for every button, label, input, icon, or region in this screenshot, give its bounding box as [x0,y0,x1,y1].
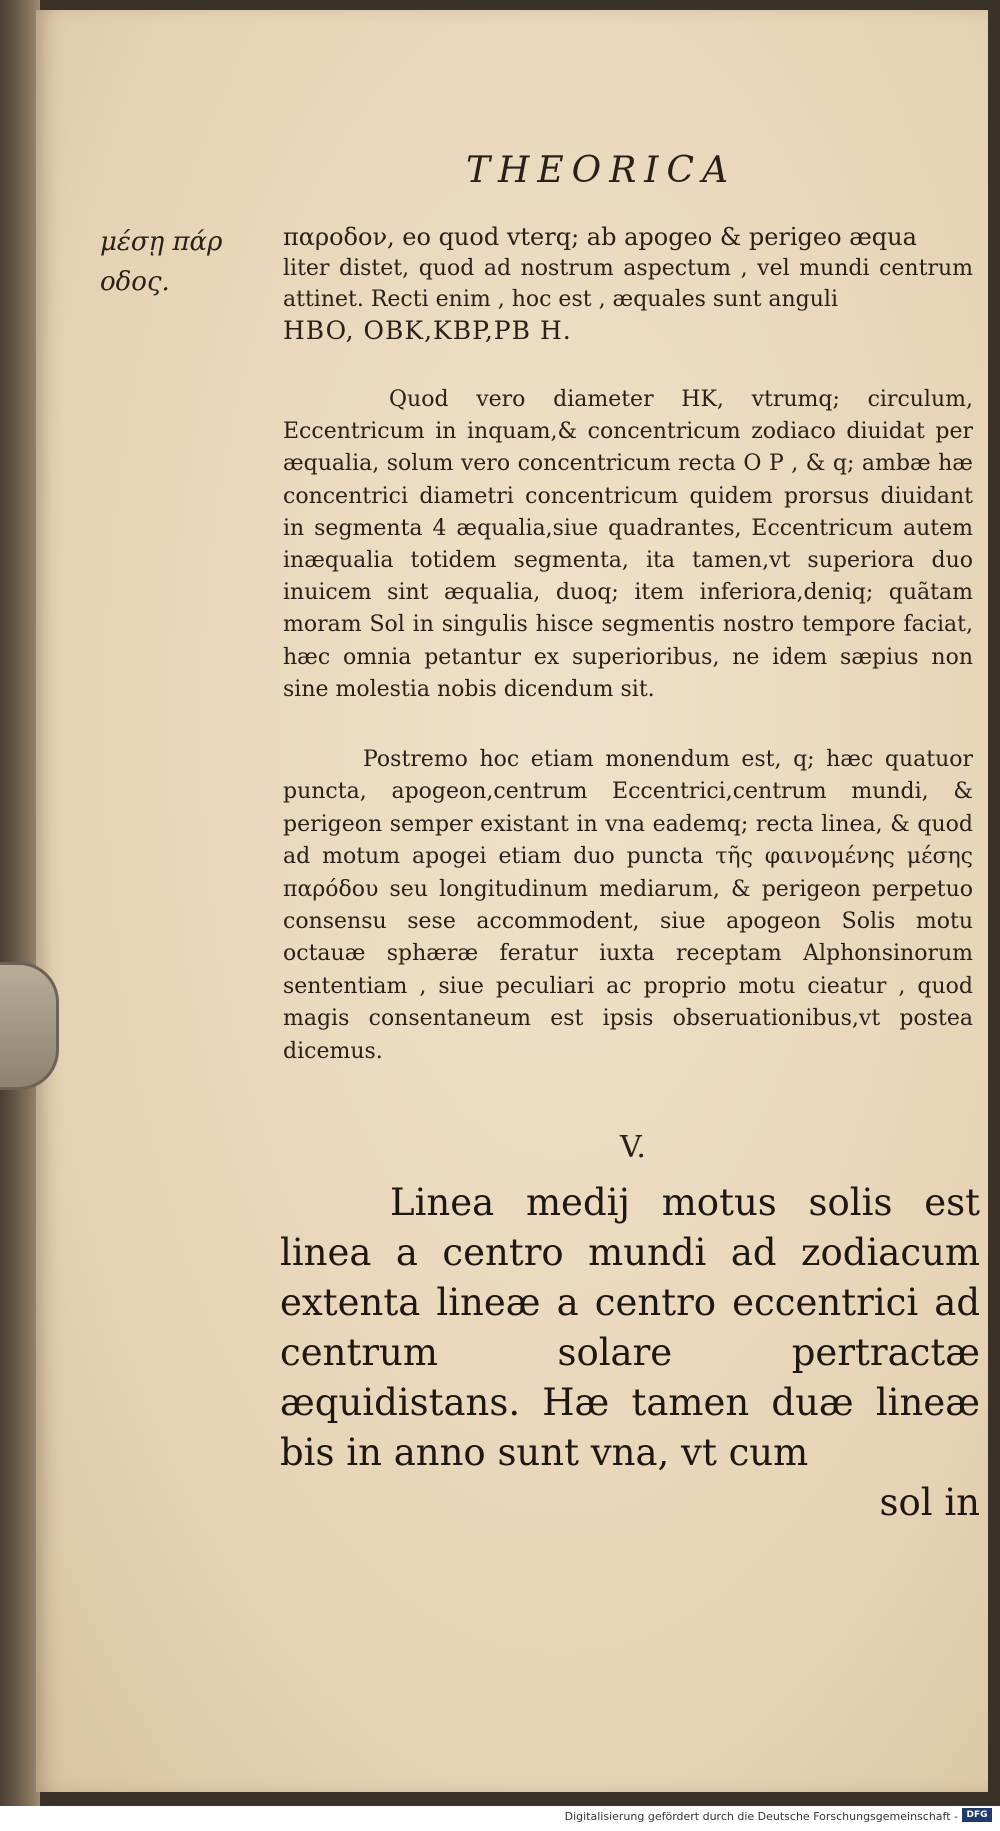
paragraph-1-line1: παροδον, eo quod vterq; ab apogeo & perigeo æqua [283,223,917,251]
paragraph-1-text: liter distet, quod ad nostrum aspectum , vel mundi centrum attinet. Recti enim , hoc est , æquales sunt anguli [283,256,973,312]
definition-text [280,1178,980,1528]
paragraph-3: Postremo hoc etiam monendum est, q; hæc quatuor puncta, apogeon,centrum Eccentrici,centrum mundi, & perigeon semper existant in vna eademq; recta linea, & quod ad motum apogei etiam duo puncta τῆς φαινομένης μέσης παρόδου seu longitudinum mediarum, & perigeon perpetuo consensu sese accommodent, siue apogeon Solis motu octauæ sphæræ feratur iuxta receptam Alphonsinorum sententiam , siue peculiari ac proprio motu cieatur , quod magis consentaneum est ipsis obseruationibus,vt postea dicemus. [283,747,973,1064]
footer-credit: Digitalisierung gefördert durch die Deutsche Forschungsgemeinschaft - [564,1810,958,1823]
book-clasp [0,962,59,1090]
book-spine [0,0,40,1831]
margin-note-line1: μέσῃ πάρ [100,227,223,257]
paragraph-1-last: HBO, OBK,KBP,PB H. [283,316,572,345]
section-number: V. [620,1130,646,1165]
dfg-logo-icon: DFG [962,1808,992,1822]
margin-note-line2: οδος. [100,267,170,297]
margin-note [100,222,270,302]
definition-last: sol in [879,1481,980,1524]
paragraph-2: Quod vero diameter HK, vtrumq; circulum, Eccentricum in inquam,& concentricum zodiaco diuidat per æqualia, solum vero concentricum recta O P , & q; ambæ hæ concentrici diametri concentricum quidem prorsus diuidant in segmenta 4 æqualia,siue quadrantes, Eccentricum autem inæqualia totidem segmenta, ita tamen,vt superiora duo inuicem sint æqualia, duoq; item inferiora,deniq; quãtam moram Sol in singulis hisce segmentis nostro tempore faciat, hæc omnia petantur ex superioribus, ne idem sæpius non sine molestia nobis dicendum sit. [283,387,973,702]
paragraph-1 [283,222,973,346]
definition-body: Linea medij motus solis est linea a centro mundi ad zodiacum extenta lineæ a centro eccentrici ad centrum solare pertractæ æquidistans. Hæ tamen duæ lineæ bis in anno sunt vna, vt cum [280,1181,980,1474]
running-header: THEORICA [466,150,737,191]
